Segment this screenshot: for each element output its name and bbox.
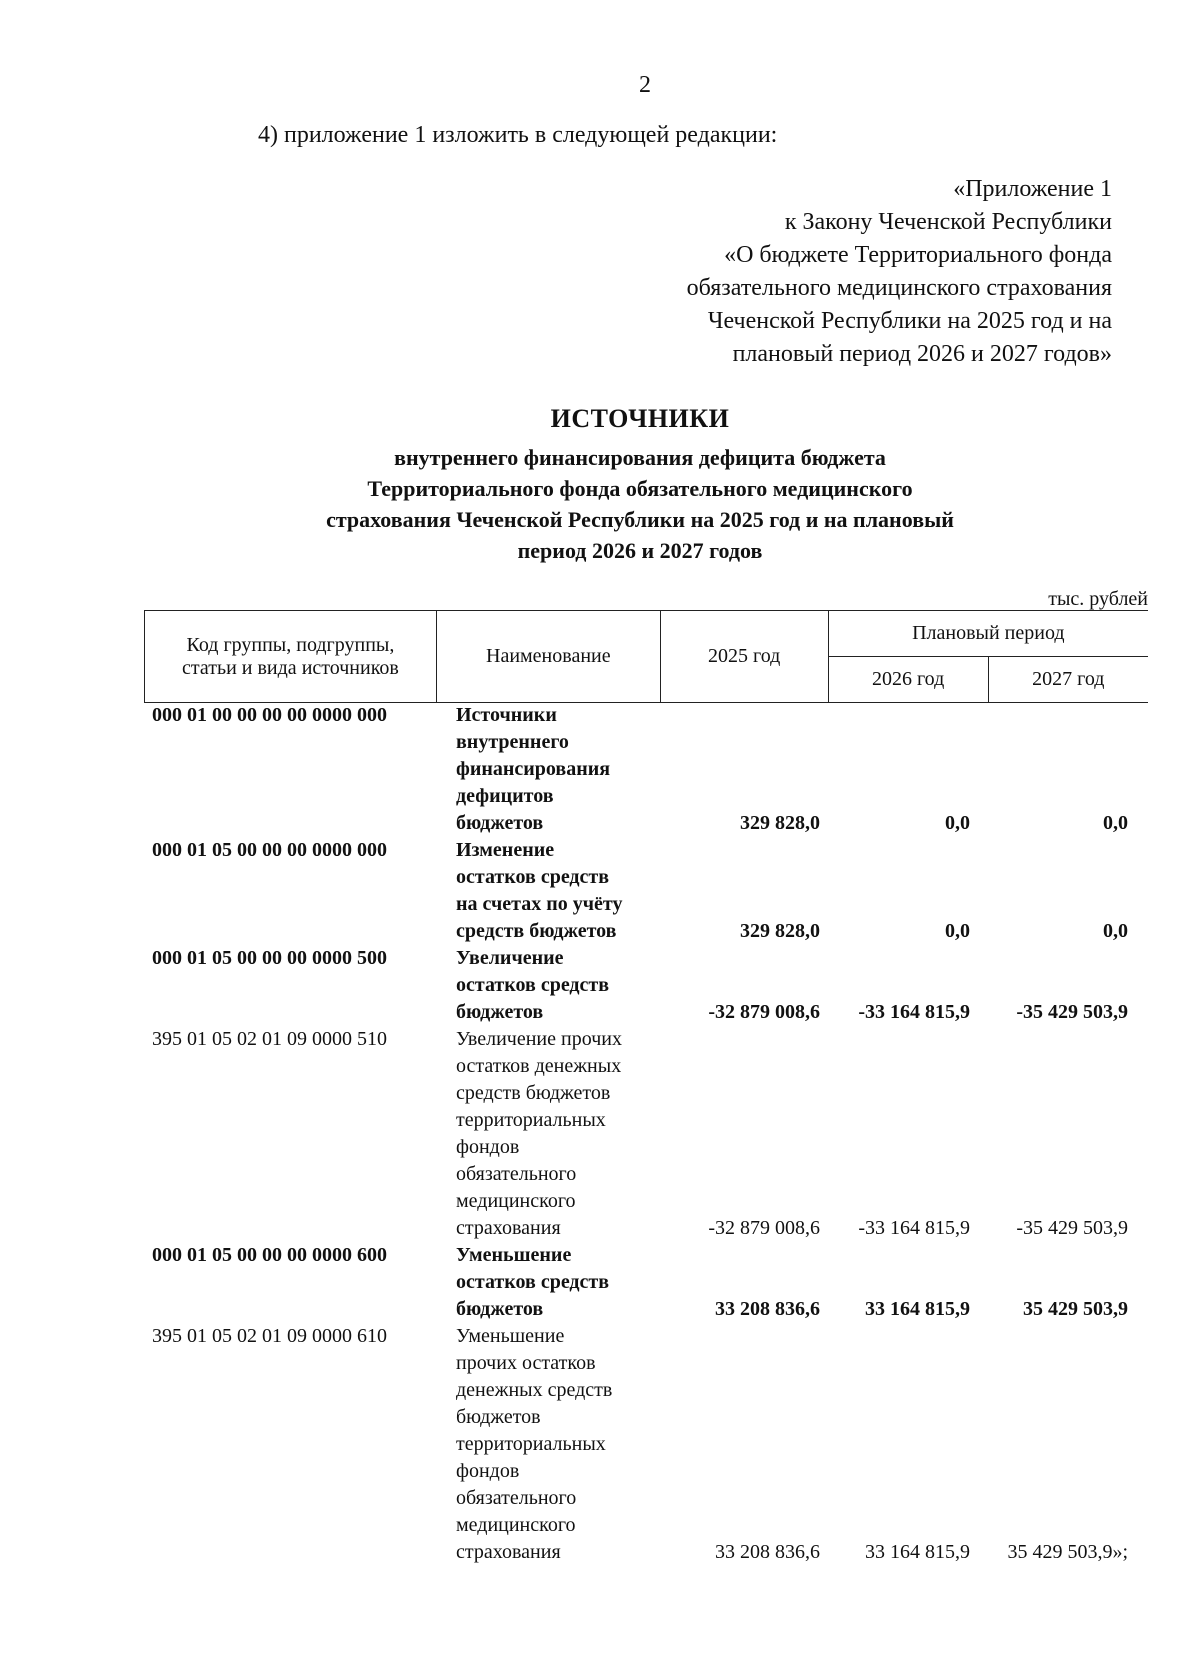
- row-name-line: внутреннего: [456, 731, 569, 753]
- row-name-line: Источники: [456, 704, 557, 726]
- row-name-line: обязательного: [456, 1487, 577, 1509]
- row-value-2027: 0,0: [1103, 812, 1128, 834]
- row-value-2025: 33 208 836,6: [715, 1541, 820, 1563]
- row-value-2027: -35 429 503,9: [1016, 1217, 1128, 1239]
- row-name-line: бюджетов: [456, 812, 544, 834]
- row-name-line: средств бюджетов: [456, 920, 617, 942]
- row-name-line: на счетах по учёту: [456, 893, 623, 915]
- row-value-2026: -33 164 815,9: [858, 1001, 970, 1023]
- row-value-2025: -32 879 008,6: [708, 1001, 820, 1023]
- title-line: внутреннего финансирования дефицита бюджета: [394, 445, 886, 470]
- row-value-2027: 0,0: [1103, 920, 1128, 942]
- title-main: ИСТОЧНИКИ: [550, 404, 730, 433]
- row-name-line: Изменение: [456, 839, 555, 861]
- row-name-line: бюджетов: [456, 1406, 541, 1428]
- appendix-line: обязательного медицинского страхования: [686, 275, 1112, 301]
- appendix-line: плановый период 2026 и 2027 годов»: [732, 341, 1112, 367]
- header-code: [145, 611, 437, 703]
- row-name-line: медицинского: [456, 1190, 576, 1212]
- row-value-2025: 329 828,0: [740, 812, 820, 834]
- row-value-2026: 0,0: [945, 920, 970, 942]
- row-name: [456, 1242, 666, 1323]
- appendix-line: «О бюджете Территориального фонда: [724, 242, 1112, 268]
- appendix-line: Чеченской Республики на 2025 год и на: [707, 308, 1112, 334]
- header-2027: 2027 год: [988, 657, 1148, 703]
- row-value-2026: 0,0: [945, 812, 970, 834]
- row-name-line: Увеличение прочих: [456, 1028, 622, 1050]
- row-name-line: Увеличение: [456, 947, 564, 969]
- document-title: [200, 404, 1080, 566]
- header-planned-period: Плановый период: [828, 611, 1148, 657]
- row-name-line: Уменьшение: [456, 1244, 572, 1266]
- row-name-line: фондов: [456, 1460, 520, 1482]
- row-value-2027: -35 429 503,9: [1016, 1001, 1128, 1023]
- row-name-line: остатков средств: [456, 1271, 610, 1293]
- row-name-line: финансирования: [456, 758, 611, 780]
- row-code: 000 01 00 00 00 00 0000 000: [152, 704, 387, 726]
- page-number: 2: [639, 72, 651, 98]
- row-name-line: дефицитов: [456, 785, 554, 807]
- row-name-line: медицинского: [456, 1514, 576, 1536]
- row-name: [456, 1026, 666, 1242]
- row-name-line: обязательного: [456, 1163, 577, 1185]
- row-value-2025: 329 828,0: [740, 920, 820, 942]
- row-code: 000 01 05 00 00 00 0000 500: [152, 947, 387, 969]
- header-code-line: Код группы, подгруппы,: [186, 633, 395, 656]
- row-name-line: остатков средств: [456, 866, 610, 888]
- row-name: [456, 1323, 666, 1566]
- row-value-2027: 35 429 503,9: [1023, 1298, 1128, 1320]
- row-value-2025: 33 208 836,6: [715, 1298, 820, 1320]
- header-2026: 2026 год: [828, 657, 988, 703]
- intro-text: 4) приложение 1 изложить в следующей редакции:: [258, 122, 778, 148]
- row-value-2026: -33 164 815,9: [858, 1217, 970, 1239]
- title-line: Территориального фонда обязательного медицинского: [367, 476, 913, 501]
- row-name-line: бюджетов: [456, 1001, 544, 1023]
- table-header: [144, 610, 1148, 703]
- row-name-line: остатков денежных: [456, 1055, 622, 1077]
- row-value-2025: -32 879 008,6: [708, 1217, 820, 1239]
- row-name-line: страхования: [456, 1217, 561, 1239]
- title-line: страхования Чеченской Республики на 2025 год и на плановый: [326, 507, 954, 532]
- header-2025: 2025 год: [660, 611, 828, 703]
- title-line: период 2026 и 2027 годов: [517, 538, 763, 563]
- row-name-line: прочих остатков: [456, 1352, 596, 1374]
- units-label: тыс. рублей: [1048, 588, 1148, 610]
- row-name-line: страхования: [456, 1541, 561, 1563]
- row-name: [456, 702, 666, 837]
- row-name-line: бюджетов: [456, 1298, 544, 1320]
- row-name-line: территориальных: [456, 1109, 606, 1131]
- row-name: [456, 837, 666, 945]
- row-name-line: денежных средств: [456, 1379, 613, 1401]
- row-code: 000 01 05 00 00 00 0000 000: [152, 839, 387, 861]
- header-code-line: статьи и вида источников: [182, 656, 399, 679]
- row-code: 395 01 05 02 01 09 0000 610: [152, 1325, 387, 1347]
- row-name-line: средств бюджетов: [456, 1082, 611, 1104]
- appendix-line: к Закону Чеченской Республики: [784, 209, 1112, 235]
- appendix-heading: [492, 173, 1112, 371]
- row-name-line: остатков средств: [456, 974, 610, 996]
- row-value-2027: 35 429 503,9»;: [1007, 1541, 1128, 1563]
- row-code: 395 01 05 02 01 09 0000 510: [152, 1028, 387, 1050]
- row-name-line: территориальных: [456, 1433, 606, 1455]
- row-name: [456, 945, 666, 1026]
- row-code: 000 01 05 00 00 00 0000 600: [152, 1244, 387, 1266]
- row-name-line: Уменьшение: [456, 1325, 565, 1347]
- row-value-2026: 33 164 815,9: [865, 1298, 970, 1320]
- header-name: Наименование: [436, 611, 660, 703]
- appendix-line: «Приложение 1: [953, 176, 1112, 202]
- row-name-line: фондов: [456, 1136, 520, 1158]
- row-value-2026: 33 164 815,9: [865, 1541, 970, 1563]
